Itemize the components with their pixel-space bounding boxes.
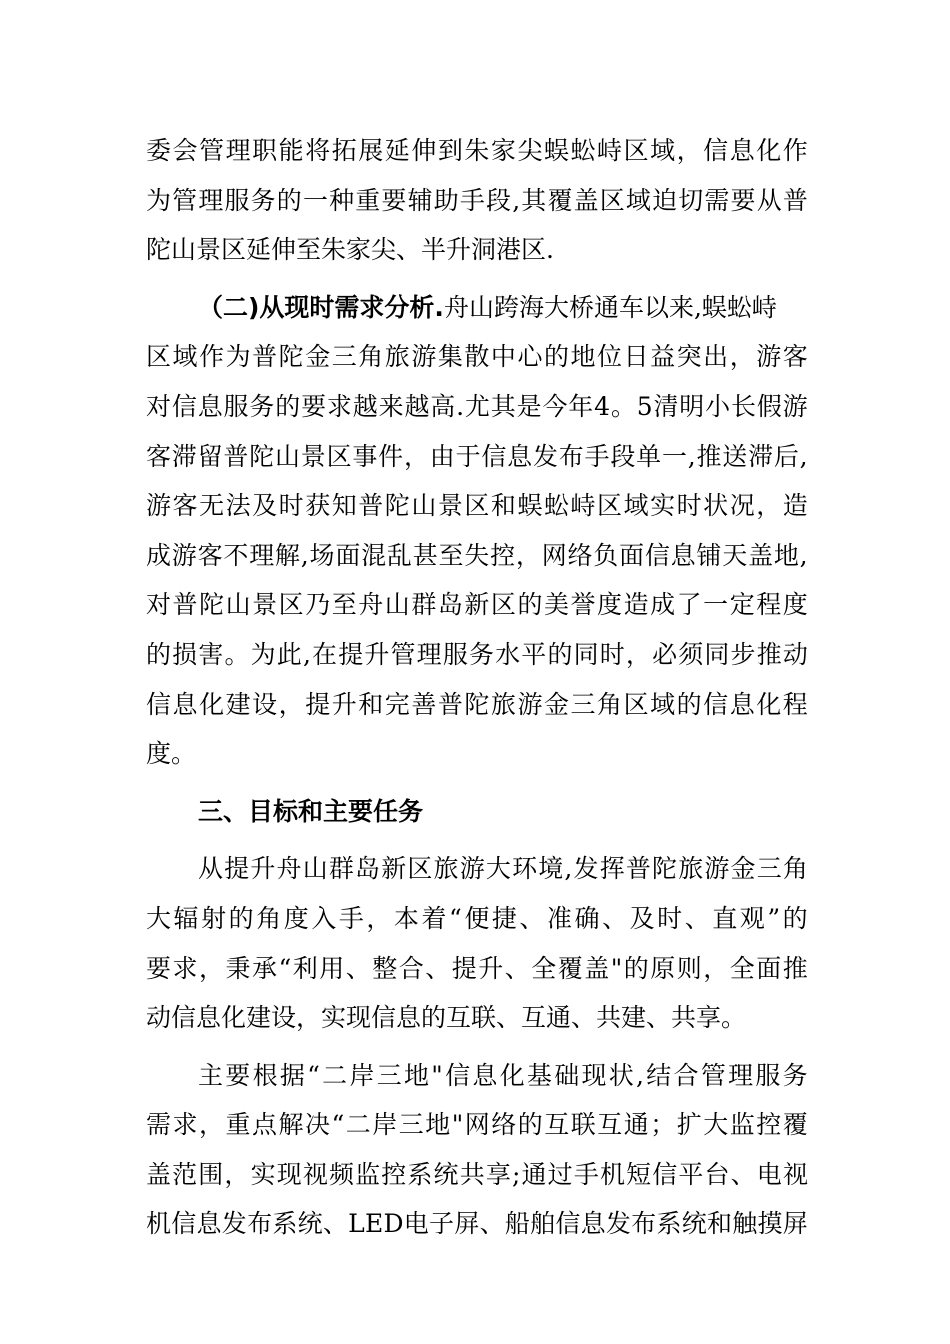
text-line <box>146 283 808 333</box>
text-line: 成 游 客 不 理 解 , 场 面 混 乱 甚 至 失 控 ， 网 络 负 面 信 息 铺 天 盖 地 , <box>146 540 808 570</box>
text-line: 陀山景区延伸至朱家尖、半升洞港区. <box>146 235 554 265</box>
paragraph-3 <box>146 844 808 1042</box>
paragraph-2 <box>146 283 808 779</box>
text-run: 舟山跨海大桥通车以来,蜈蚣峙 <box>443 292 777 322</box>
text-line: 对 普 陀 山 景 区 乃 至 舟 山 群 岛 新 区 的 美 誉 度 造 成 了 一 定 程 度 <box>146 590 808 620</box>
text-line: 大 辐 射 的 角 度 入 手 ， 本 着 “ 便 捷 、 准 确 、 及 时 、 直 观 ” 的 <box>146 903 808 933</box>
text-line: 的 损 害 。 为 此 , 在 提 升 管 理 服 务 水 平 的 同 时 ， 必 须 同 步 推 动 <box>146 639 808 669</box>
text-line: 区 域 作 为 普 陀 金 三 角 旅 游 集 散 中 心 的 地 位 日 益 突 出 ， 游 客 <box>146 342 808 372</box>
subsection-heading: （二)从现时需求分析. <box>198 292 444 322</box>
text-line: 要 求 ， 秉 承 “ 利 用 、 整 合 、 提 升 、 全 覆 盖 " 的 原 则 ， 全 面 推 <box>146 953 808 983</box>
document-body <box>146 126 808 1249</box>
text-line: 信 息 化 建 设 ， 提 升 和 完 善 普 陀 旅 游 金 三 角 区 域 的 信 息 化 程 <box>146 689 808 719</box>
text-line: 为 管 理 服 务 的 一 种 重 要 辅 助 手 段 , 其 覆 盖 区 域 迫 切 需 要 从 普 <box>146 185 808 215</box>
text-line: 度。 <box>146 739 197 769</box>
text-line: 需 求 ， 重 点 解 决 “ 二 岸 三 地 " 网 络 的 互 联 互 通 ； 扩 大 监 控 覆 <box>146 1110 808 1140</box>
text-line: 机 信 息 发 布 系 统 、 L E D 电 子 屏 、 船 舶 信 息 发 布 系 统 和 触 摸 屏 <box>146 1209 808 1239</box>
paragraph-1 <box>146 126 808 275</box>
paragraph-4 <box>146 1051 808 1249</box>
text-line: 委 会 管 理 职 能 将 拓 展 延 伸 到 朱 家 尖 蜈 蚣 峙 区 域 ， 信 息 化 作 <box>146 136 808 165</box>
text-line: 对 信 息 服 务 的 要 求 越 来 越 高 . 尤 其 是 今 年 4 。 5 清 明 小 长 假 游 <box>146 391 808 421</box>
text-line: 从 提 升 舟 山 群 岛 新 区 旅 游 大 环 境 , 发 挥 普 陀 旅 游 金 三 角 <box>198 854 808 884</box>
section-heading: 三、目标和主要任务 <box>198 796 424 826</box>
text-line: 主 要 根 据 “ 二 岸 三 地 " 信 息 化 基 础 现 状 , 结 合 管 理 服 务 <box>198 1060 808 1090</box>
text-line: 客 滞 留 普 陀 山 景 区 事 件 ， 由 于 信 息 发 布 手 段 单 一 , 推 送 滞 后 , <box>146 441 808 471</box>
text-line: 游 客 无 法 及 时 获 知 普 陀 山 景 区 和 蜈 蚣 峙 区 域 实 时 状 况 ， 造 <box>146 491 808 521</box>
text-line: 盖 范 围 ， 实 现 视 频 监 控 系 统 共 享 ; 通 过 手 机 短 信 平 台 、 电 视 <box>146 1159 808 1189</box>
text-line: 动信息化建设，实现信息的互联、互通、共建、共享。 <box>146 1003 747 1033</box>
